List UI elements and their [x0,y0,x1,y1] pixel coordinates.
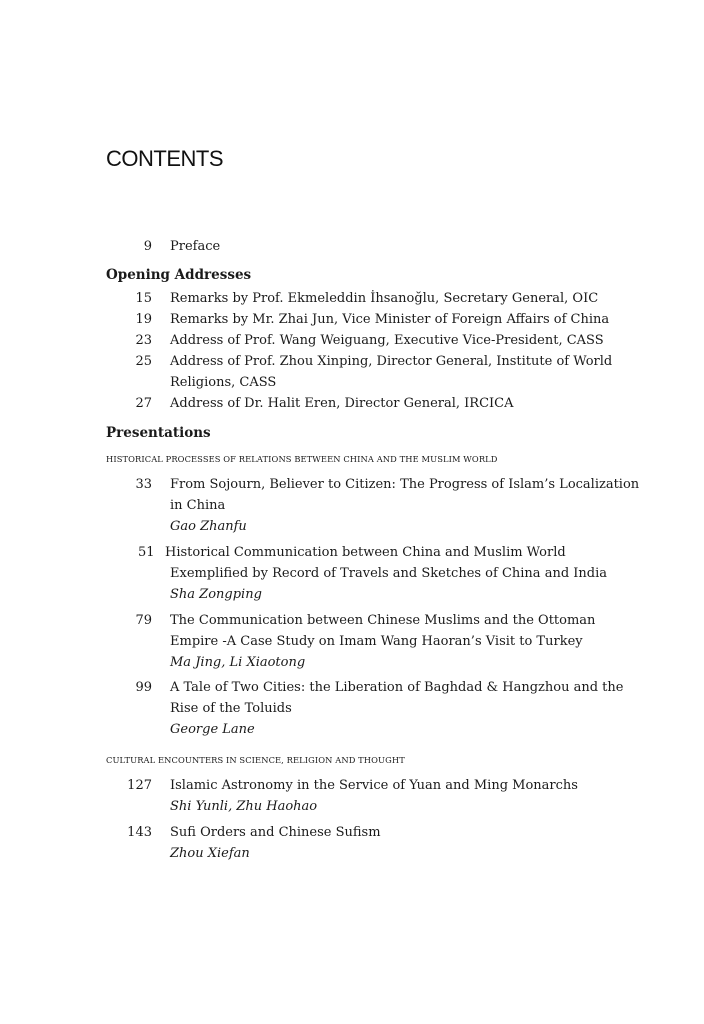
toc-entry-title: Address of Dr. Halit Eren, Director General, IRCICA [170,396,514,411]
toc-entry-author: Sha Zongping [170,587,262,602]
subsection-heading-cultural: CULTURAL ENCOUNTERS IN SCIENCE, RELIGION AND THOUGHT [106,755,405,765]
toc-entry-title-continued: Religions, CASS [170,375,277,390]
toc-entry-author: Zhou Xiefan [170,846,250,861]
toc-page-number: 51 [138,545,155,560]
toc-page-number: 143 [127,825,152,840]
toc-entry-title: Address of Prof. Wang Weiguang, Executive Vice-President, CASS [170,333,604,348]
toc-entry-title: A Tale of Two Cities: the Liberation of Baghdad & Hangzhou and the [170,680,624,695]
toc-page-number: 33 [135,477,152,492]
toc-entry-title: Sufi Orders and Chinese Sufism [170,825,381,840]
toc-entry-title: Historical Communication between China and Muslim World [165,545,566,560]
toc-entry-title: Remarks by Mr. Zhai Jun, Vice Minister of Foreign Affairs of China [170,312,610,327]
toc-page-number: 99 [135,680,152,695]
toc-entry-title: Remarks by Prof. Ekmeleddin İhsanoğlu, Secretary General, OIC [170,291,599,306]
toc-entry-title: Preface [170,239,221,254]
toc-entry-title: From Sojourn, Believer to Citizen: The Progress of Islam’s Localization [170,477,640,492]
toc-page-number: 19 [135,312,152,327]
toc-page-number: 127 [127,778,152,793]
toc-entry-author: George Lane [170,722,255,737]
toc-entry-title: Islamic Astronomy in the Service of Yuan and Ming Monarchs [170,778,578,793]
subsection-heading-historical: HISTORICAL PROCESSES OF RELATIONS BETWEEN CHINA AND THE MUSLIM WORLD [106,454,498,464]
toc-entry-title-continued: Empire -A Case Study on Imam Wang Haoran’s Visit to Turkey [170,634,583,649]
toc-entry-author: Ma Jing, Li Xiaotong [170,655,306,670]
toc-page-number: 23 [135,333,152,348]
toc-entry-title-continued: in China [170,498,226,513]
toc-page-number: 15 [135,291,152,306]
toc-page-number: 79 [135,613,152,628]
toc-page-number: 9 [143,239,152,254]
toc-entry-author: Shi Yunli, Zhu Haohao [170,799,318,814]
toc-page-number: 27 [135,396,152,411]
toc-entry-title-continued: Exemplified by Record of Travels and Sketches of China and India [170,566,608,581]
toc-entry-title: Address of Prof. Zhou Xinping, Director General, Institute of World [170,354,613,369]
toc-entry-author: Gao Zhanfu [170,519,247,534]
toc-entry-title-continued: Rise of the Toluids [170,701,292,716]
page-title: CONTENTS [106,146,223,171]
section-heading-presentations: Presentations [106,425,211,441]
toc-page-number: 25 [135,354,152,369]
toc-entry-title: The Communication between Chinese Muslims and the Ottoman [170,613,596,628]
section-heading-opening-addresses: Opening Addresses [106,267,252,283]
